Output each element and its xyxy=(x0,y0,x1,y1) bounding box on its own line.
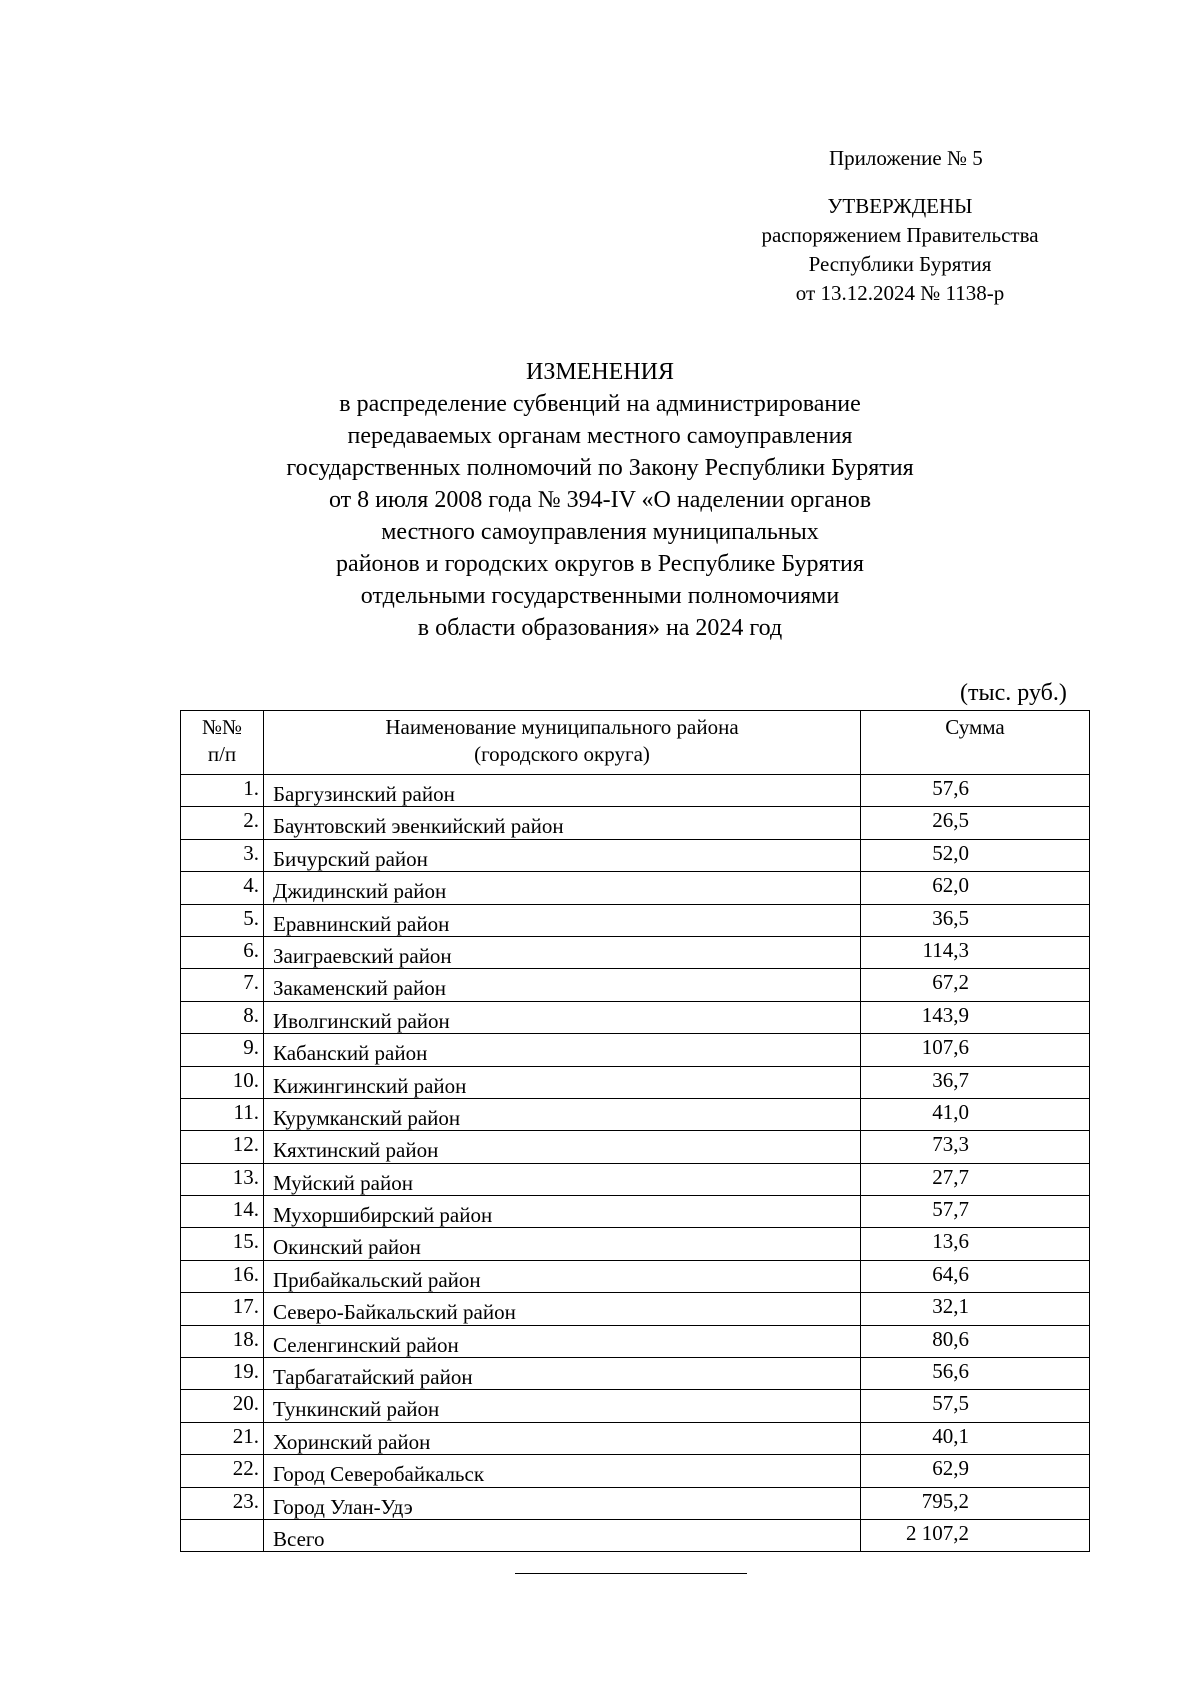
row-name xyxy=(264,1293,861,1325)
row-num-text: 11. xyxy=(233,1099,259,1124)
row-sum: 62,9 xyxy=(861,1455,1090,1487)
row-sum: 40,1 xyxy=(861,1422,1090,1454)
row-sum: 795,2 xyxy=(861,1487,1090,1519)
table-row xyxy=(181,775,1090,807)
header-num-line: п/п xyxy=(207,742,237,766)
table-row xyxy=(181,936,1090,968)
row-name xyxy=(264,807,861,839)
row-name-text: Курумканский район xyxy=(273,1105,461,1130)
title-line: в распределение субвенций на администрирование xyxy=(339,391,861,417)
title-line: районов и городских округов в Республике Бурятия xyxy=(336,551,864,577)
header-name-line: Наименование муниципального района xyxy=(385,715,739,739)
row-name xyxy=(264,1001,861,1033)
row-sum: 57,7 xyxy=(861,1196,1090,1228)
row-num xyxy=(181,1098,264,1130)
row-num xyxy=(181,1131,264,1163)
table-row xyxy=(181,1034,1090,1066)
row-sum: 2 107,2 xyxy=(861,1519,1090,1551)
row-name xyxy=(264,1034,861,1066)
row-num-text: 6. xyxy=(243,937,259,962)
table-row xyxy=(181,1098,1090,1130)
end-divider xyxy=(515,1573,747,1574)
row-num-text: 1. xyxy=(243,776,259,800)
row-num xyxy=(181,1163,264,1195)
row-name-text: Кабанский район xyxy=(273,1041,428,1066)
row-name xyxy=(264,1098,861,1130)
header-num-line: №№ xyxy=(201,715,243,739)
row-num xyxy=(181,1034,264,1066)
row-num xyxy=(181,839,264,871)
approval-line: распоряжением Правительства xyxy=(761,223,1039,247)
row-num xyxy=(181,1422,264,1454)
table-row xyxy=(181,1293,1090,1325)
row-num xyxy=(181,1066,264,1098)
row-num xyxy=(181,936,264,968)
row-num-text: 19. xyxy=(232,1359,259,1384)
row-name xyxy=(264,1519,861,1551)
row-name-text: Хоринский район xyxy=(273,1429,431,1454)
row-name xyxy=(264,1163,861,1195)
row-name-text: Город Северобайкальск xyxy=(273,1462,485,1487)
row-name xyxy=(264,969,861,1001)
title-line: местного самоуправления муниципальных xyxy=(381,519,819,545)
row-name-text: Иволгинский район xyxy=(273,1008,450,1033)
row-name-text: Окинский район xyxy=(273,1235,421,1260)
title-line: отдельными государственными полномочиями xyxy=(360,583,840,609)
row-num-text: 8. xyxy=(243,1002,259,1027)
row-name xyxy=(264,1390,861,1422)
row-num xyxy=(181,904,264,936)
row-num-text: 4. xyxy=(243,873,259,898)
row-num-text: 15. xyxy=(232,1229,259,1254)
row-name-text: Заиграевский район xyxy=(273,943,452,968)
title-line: передаваемых органам местного самоуправления xyxy=(347,423,853,449)
row-num xyxy=(181,807,264,839)
row-name-text: Кяхтинский район xyxy=(273,1138,439,1163)
header-name-line: (городского округа) xyxy=(474,742,650,766)
row-name-text: Тункинский район xyxy=(273,1397,440,1422)
row-sum: 32,1 xyxy=(861,1293,1090,1325)
row-num-text: 17. xyxy=(232,1294,259,1319)
row-num-text: 7. xyxy=(243,970,259,995)
row-num xyxy=(181,872,264,904)
row-name xyxy=(264,1228,861,1260)
subvention-table xyxy=(180,710,1090,1552)
row-num-text: 10. xyxy=(232,1067,259,1092)
row-sum: 73,3 xyxy=(861,1131,1090,1163)
row-name xyxy=(264,1455,861,1487)
row-name xyxy=(264,936,861,968)
row-num xyxy=(181,1455,264,1487)
row-sum: 57,6 xyxy=(861,775,1090,807)
header-name xyxy=(264,711,861,775)
row-num xyxy=(181,1196,264,1228)
row-name xyxy=(264,904,861,936)
title-line: в области образования» на 2024 год xyxy=(417,615,783,641)
row-num xyxy=(181,1260,264,1292)
row-sum: 80,6 xyxy=(861,1325,1090,1357)
row-name-text: Муйский район xyxy=(273,1170,413,1195)
appendix-label: Приложение № 5 xyxy=(829,146,983,170)
table-row xyxy=(181,904,1090,936)
document-title xyxy=(180,356,1020,644)
row-num-text: 20. xyxy=(232,1391,259,1416)
table-row xyxy=(181,839,1090,871)
row-name-text: Кижингинский район xyxy=(273,1073,467,1098)
table-row xyxy=(181,1001,1090,1033)
row-name xyxy=(264,1066,861,1098)
row-num xyxy=(181,1358,264,1390)
row-sum: 114,3 xyxy=(861,936,1090,968)
row-name-text: Джидинский район xyxy=(273,879,447,904)
table-row xyxy=(181,872,1090,904)
row-name-text: Закаменский район xyxy=(273,976,446,1001)
row-name-text: Бичурский район xyxy=(273,846,428,871)
approval-line: от 13.12.2024 № 1138-р xyxy=(795,281,1005,305)
row-num-text: 14. xyxy=(232,1197,259,1222)
row-sum: 13,6 xyxy=(861,1228,1090,1260)
row-name xyxy=(264,1358,861,1390)
approval-line: Республики Бурятия xyxy=(808,252,992,276)
row-name xyxy=(264,1325,861,1357)
row-sum: 57,5 xyxy=(861,1390,1090,1422)
row-num-text: 12. xyxy=(232,1132,259,1157)
header-sum: Сумма xyxy=(861,711,1090,775)
row-name-text: Еравнинский район xyxy=(273,911,450,936)
table-row xyxy=(181,1260,1090,1292)
row-sum: 56,6 xyxy=(861,1358,1090,1390)
unit-label: (тыс. руб.) xyxy=(960,680,1067,706)
row-sum: 27,7 xyxy=(861,1163,1090,1195)
row-num-text: 22. xyxy=(232,1456,259,1481)
table-row xyxy=(181,1163,1090,1195)
header-num xyxy=(181,711,264,775)
table-row xyxy=(181,1131,1090,1163)
row-name-text: Баргузинский район xyxy=(273,782,455,806)
title-line: ИЗМЕНЕНИЯ xyxy=(525,359,675,385)
row-name-text: Мухоршибирский район xyxy=(273,1203,493,1228)
table-row xyxy=(181,1390,1090,1422)
row-num-text: 23. xyxy=(232,1488,259,1513)
row-name xyxy=(264,1487,861,1519)
row-num-text: 5. xyxy=(243,905,259,930)
approval-line: УТВЕРЖДЕНЫ xyxy=(827,194,973,218)
row-num xyxy=(181,1293,264,1325)
row-num xyxy=(181,775,264,807)
row-sum: 36,7 xyxy=(861,1066,1090,1098)
row-num-text: 2. xyxy=(243,808,259,833)
row-num xyxy=(181,969,264,1001)
row-name-text: Баунтовский эвенкийский район xyxy=(273,814,564,839)
row-num xyxy=(181,1519,264,1551)
row-num-text: 3. xyxy=(243,840,259,865)
row-name-text: Селенгинский район xyxy=(273,1332,459,1357)
row-name xyxy=(264,1131,861,1163)
row-name xyxy=(264,1260,861,1292)
row-num xyxy=(181,1325,264,1357)
row-num xyxy=(181,1487,264,1519)
table-row xyxy=(181,969,1090,1001)
row-sum: 143,9 xyxy=(861,1001,1090,1033)
row-num-text: 16. xyxy=(232,1261,259,1286)
row-name-text: Северо-Байкальский район xyxy=(273,1300,516,1325)
row-num xyxy=(181,1001,264,1033)
row-sum: 41,0 xyxy=(861,1098,1090,1130)
row-name xyxy=(264,872,861,904)
row-num-text: 21. xyxy=(232,1423,259,1448)
row-sum: 107,6 xyxy=(861,1034,1090,1066)
row-name xyxy=(264,839,861,871)
table-row xyxy=(181,1487,1090,1519)
table-row xyxy=(181,1228,1090,1260)
table-row xyxy=(181,1422,1090,1454)
table-row xyxy=(181,1519,1090,1551)
row-sum: 36,5 xyxy=(861,904,1090,936)
row-sum: 62,0 xyxy=(861,872,1090,904)
row-num xyxy=(181,1390,264,1422)
row-name xyxy=(264,1196,861,1228)
approval-stamp xyxy=(690,192,1110,308)
row-name-text: Тарбагатайский район xyxy=(273,1365,473,1390)
table-row xyxy=(181,1325,1090,1357)
row-num-text: 13. xyxy=(232,1164,259,1189)
row-name-text: Город Улан-Удэ xyxy=(273,1494,413,1519)
title-line: государственных полномочий по Закону Республики Бурятия xyxy=(286,455,914,481)
row-num-text: 9. xyxy=(243,1035,259,1060)
row-num-text: 18. xyxy=(232,1326,259,1351)
table-row xyxy=(181,807,1090,839)
table-row xyxy=(181,1455,1090,1487)
row-name-text: Всего xyxy=(273,1526,325,1551)
table-header-row xyxy=(181,711,1090,775)
row-sum: 64,6 xyxy=(861,1260,1090,1292)
row-sum: 67,2 xyxy=(861,969,1090,1001)
row-sum: 26,5 xyxy=(861,807,1090,839)
table-row xyxy=(181,1066,1090,1098)
row-name-text: Прибайкальский район xyxy=(273,1267,481,1292)
row-name xyxy=(264,1422,861,1454)
row-name xyxy=(264,775,861,807)
row-sum: 52,0 xyxy=(861,839,1090,871)
title-line: от 8 июля 2008 года № 394-IV «О наделении органов xyxy=(328,487,872,513)
table-row xyxy=(181,1196,1090,1228)
table-row xyxy=(181,1358,1090,1390)
row-num xyxy=(181,1228,264,1260)
